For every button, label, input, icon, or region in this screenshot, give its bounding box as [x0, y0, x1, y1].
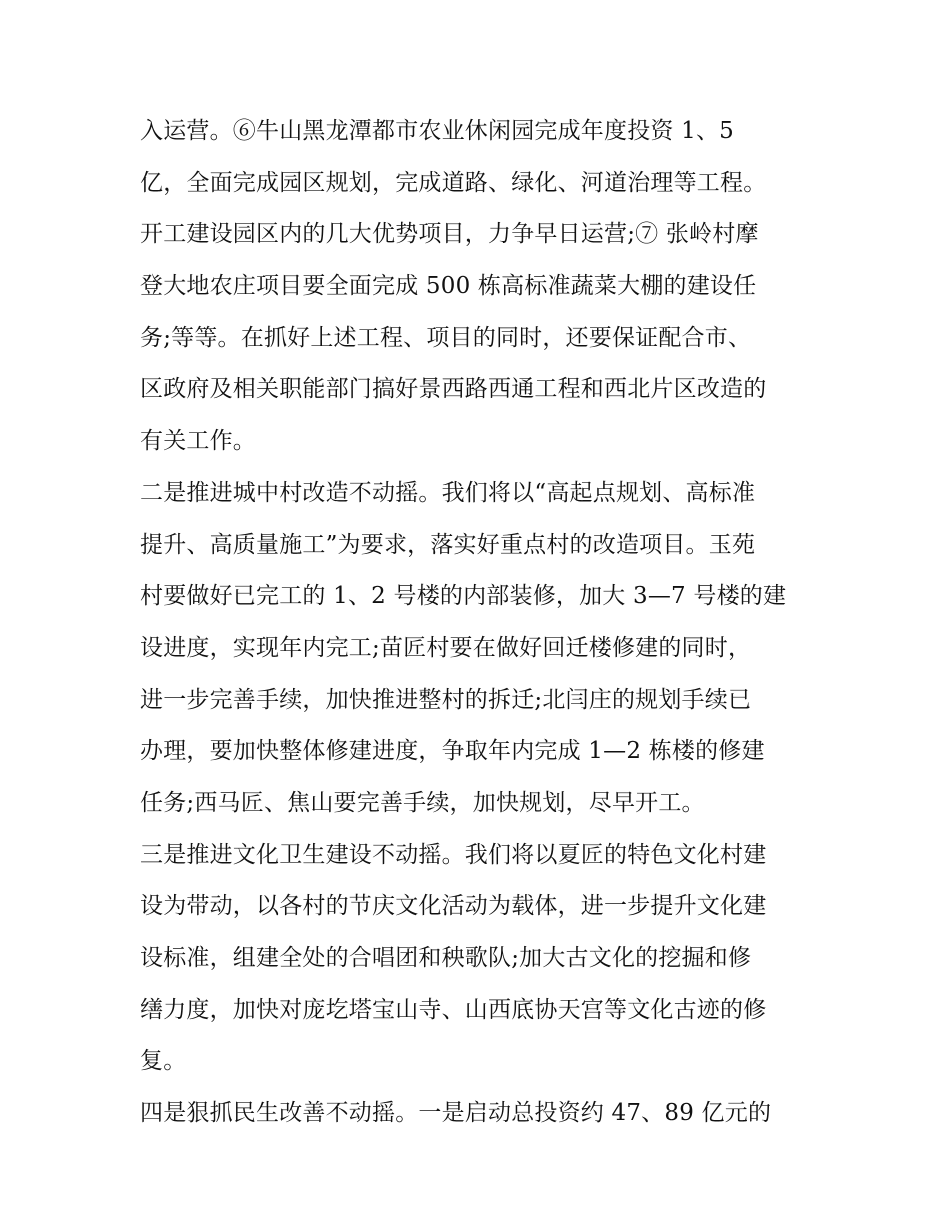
text-line: 办理，要加快整体修建进度，争取年内完成 1—2 栋楼的修建	[140, 738, 765, 765]
text-line: 村要做好已完工的 1、2 号楼的内部装修，加大 3—7 号楼的建	[140, 583, 787, 610]
text-line: 二是推进城中村改造不动摇。我们将以“高起点规划、高标准	[140, 479, 756, 506]
text-line: 登大地农庄项目要全面完成 500 栋高标准蔬菜大棚的建设任	[140, 273, 757, 300]
text-line: 区政府及相关职能部门搞好景西路西通工程和西北片区改造的	[140, 376, 767, 403]
text-line: 复。	[140, 1048, 187, 1075]
body-text	[140, 106, 820, 1140]
text-line: 设为带动，以各村的节庆文化活动为载体，进一步提升文化建	[140, 893, 767, 920]
text-line: 开工建设园区内的几大优势项目，力争早日运营;⑦ 张岭村摩	[140, 221, 759, 248]
text-line: 提升、高质量施工”为要求，落实好重点村的改造项目。玉苑	[140, 531, 756, 558]
text-line: 入运营。⑥牛山黑龙潭都市农业休闲园完成年度投资 1、5	[140, 118, 734, 144]
text-line: 设标准，组建全处的合唱团和秧歌队;加大古文化的挖掘和修	[140, 945, 752, 971]
text-line: 进一步完善手续，加快推进整村的拆迁;北闫庄的规划手续已	[140, 686, 752, 713]
text-line: 任务;西马匠、焦山要完善手续，加快规划，尽早开工。	[140, 789, 705, 816]
text-line: 四是狠抓民生改善不动摇。一是启动总投资约 47、89 亿元的	[140, 1100, 772, 1127]
text-line: 有关工作。	[140, 428, 256, 455]
text-line: 务;等等。在抓好上述工程、项目的同时，还要保证配合市、	[140, 324, 752, 351]
text-line: 设进度，实现年内完工;苗匠村要在做好回迁楼修建的同时，	[140, 634, 752, 661]
text-line: 缮力度，加快对庞圪塔宝山寺、山西底协天宫等文化古迹的修	[140, 996, 767, 1023]
text-line: 亿，全面完成园区规划，完成道路、绿化、河道治理等工程。	[140, 169, 767, 196]
text-line: 三是推进文化卫生建设不动摇。我们将以夏匠的特色文化村建	[140, 841, 767, 868]
